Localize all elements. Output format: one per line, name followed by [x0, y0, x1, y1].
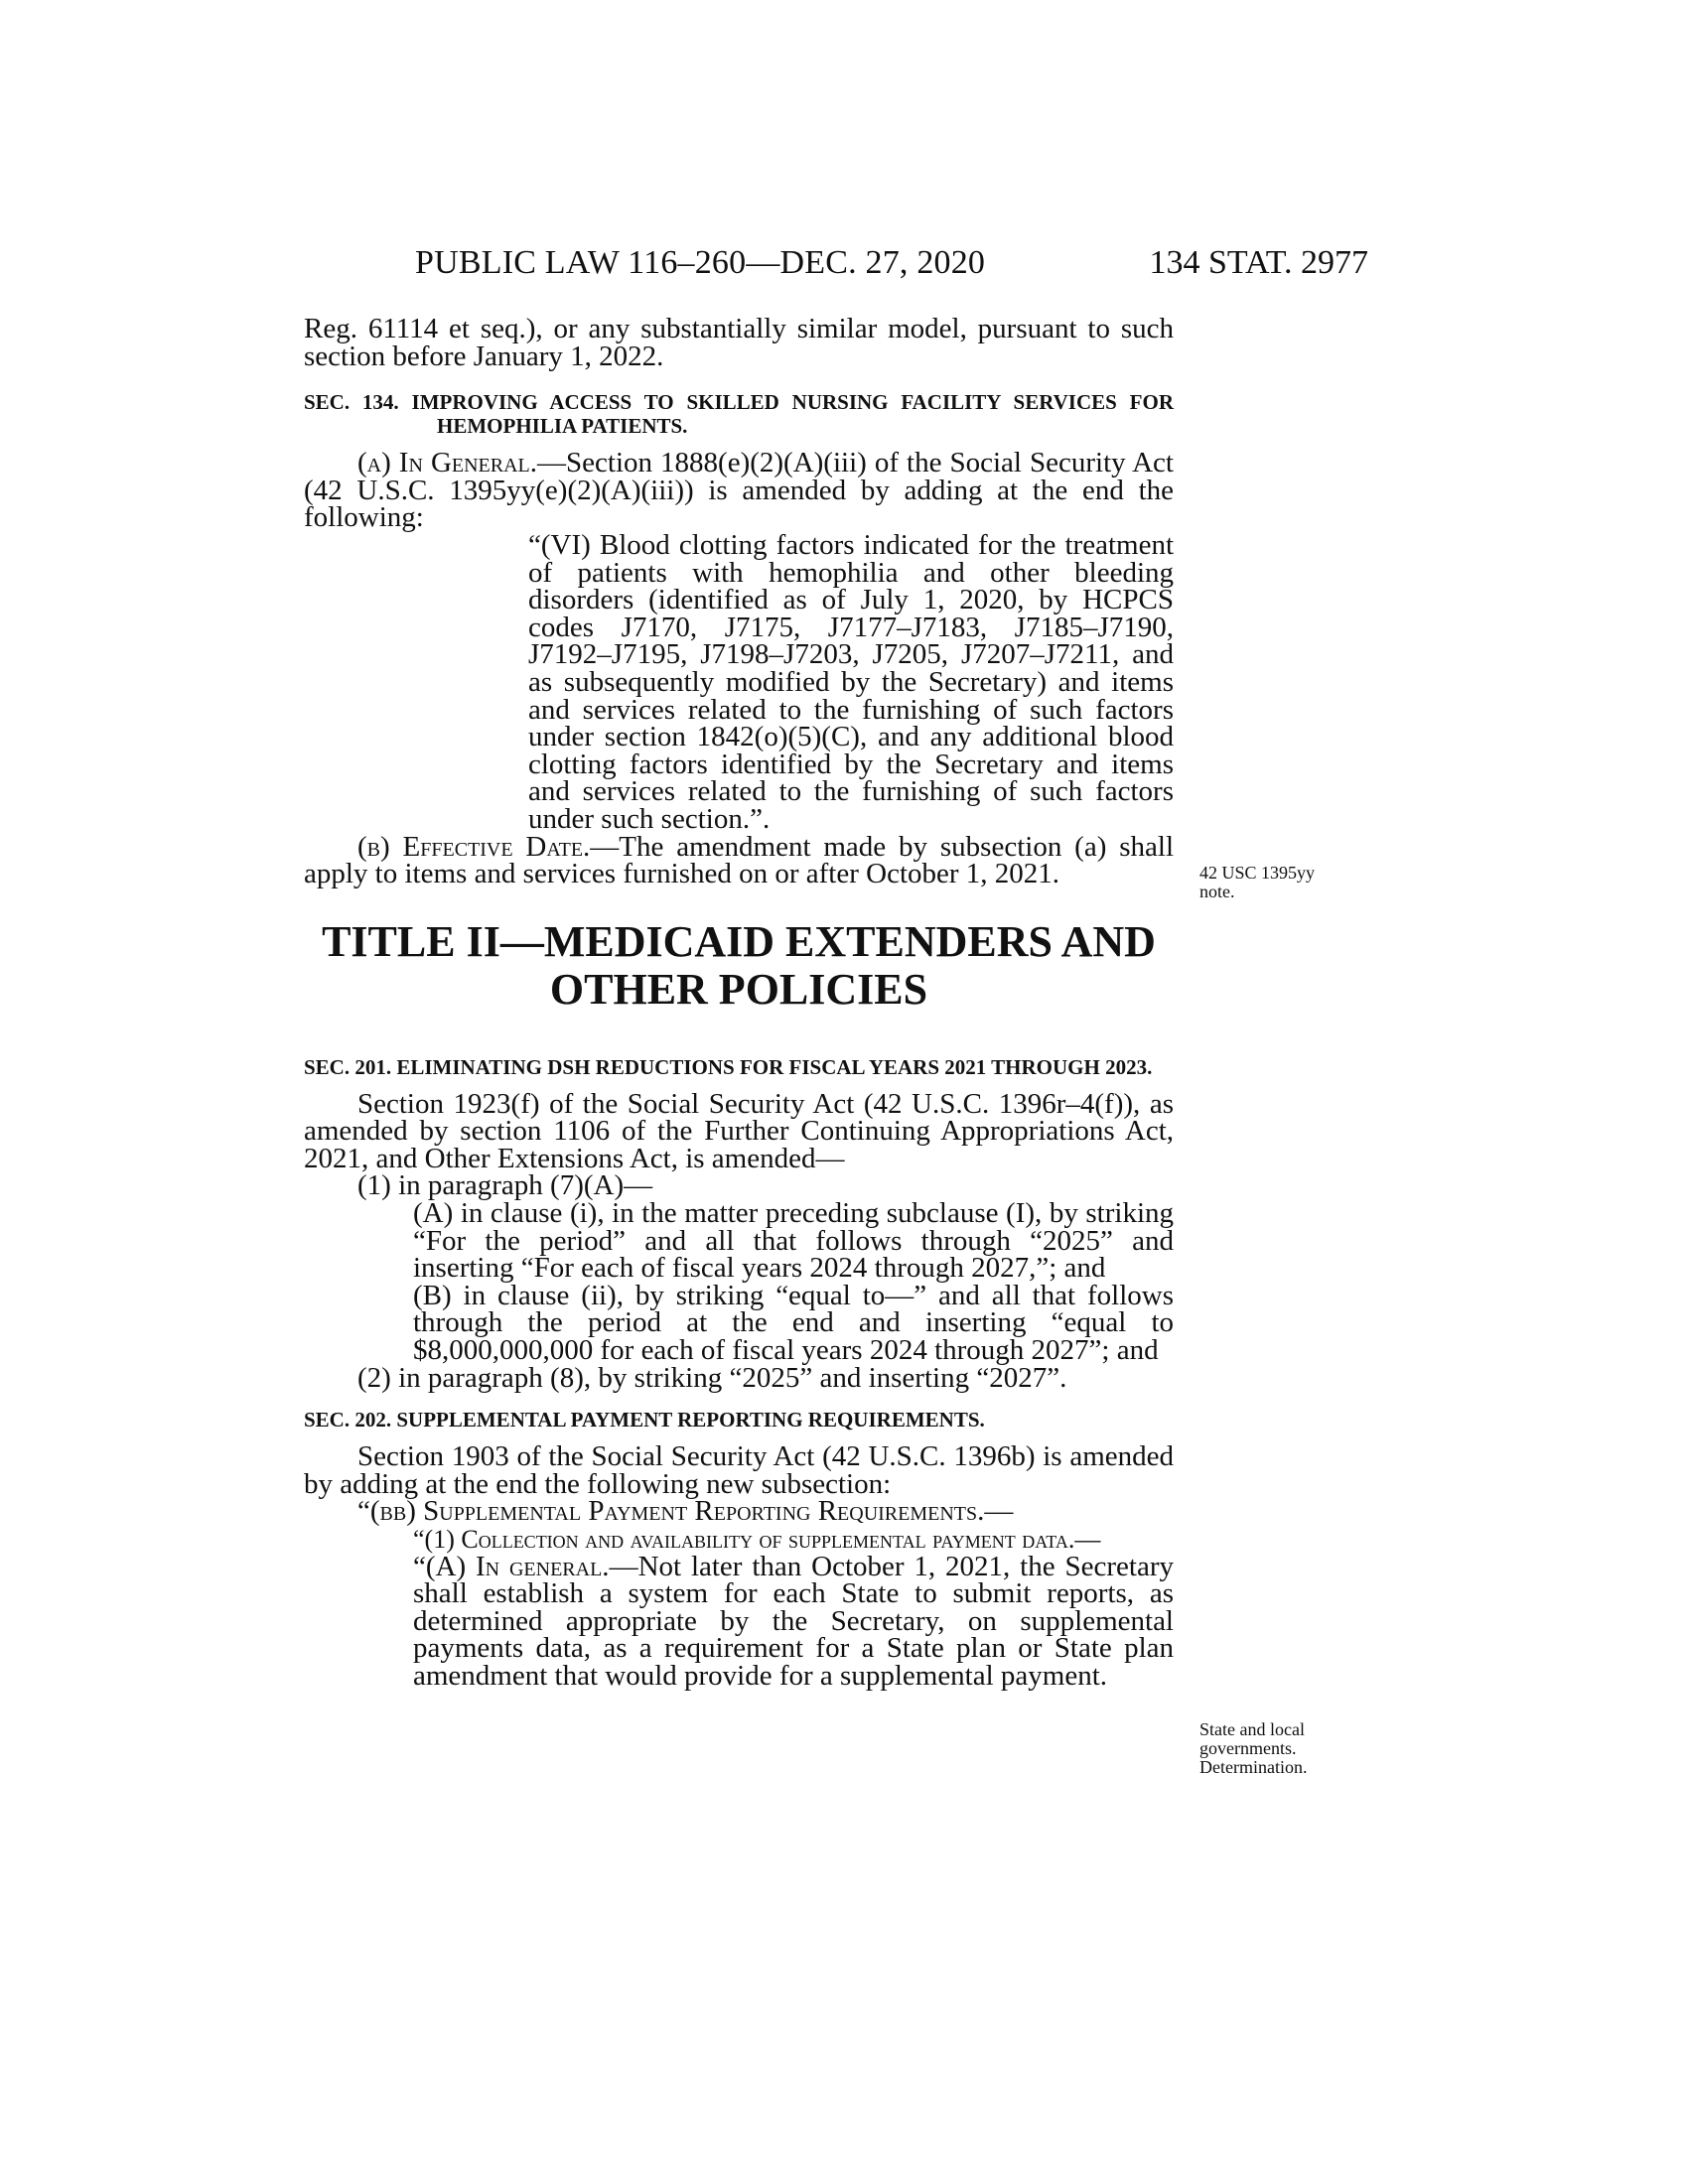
sec-202-a-text: —Not later than October 1, 2021, the Secretary shall establish a system for each State to submit reports, as determined appropriate by the Secretary, on supplemental payments data, as a requirement for a State plan or State plan amendment that would provide for a supplemental payment. — [413, 1550, 1174, 1692]
margin-note-2-line-1: State and local — [1199, 1719, 1305, 1739]
statute-text — [304, 313, 1174, 1692]
sec-202-intro: Section 1903 of the Social Security Act (42 U.S.C. 1396b) is amended by adding at the end the following new subsection: — [304, 1440, 1174, 1500]
title-ii-line-1: TITLE II—MEDICAID EXTENDERS AND — [322, 916, 1156, 966]
title-ii-line-2: OTHER POLICIES — [549, 964, 928, 1014]
margin-note-2-line-2: governments. — [1199, 1738, 1297, 1758]
sec-134-heading: SEC. 134. IMPROVING ACCESS TO SKILLED NURSING FACILITY SERVICES FOR HEMOPHILIA PATIENTS. — [304, 390, 1174, 439]
margin-note-2-line-3: Determination. — [1199, 1757, 1308, 1777]
sec-201-intro: Section 1923(f) of the Social Security Act (42 U.S.C. 1396r–4(f)), as amended by section 1106 of the Further Continuing Appropriations Act, 2021, and Other Extensions Act, is amended— — [304, 1087, 1174, 1174]
sec-134-subsection-a — [304, 447, 1174, 534]
sec-134-b-text: —The amendment made by subsection (a) shall apply to items and services furnished on or after October 1, 2021. — [304, 830, 1174, 890]
statute-page-number: 134 STAT. 2977 — [1149, 244, 1368, 281]
sec-202-a-label: “(A) In general. — [413, 1550, 610, 1582]
sec-202-paragraph-1: “(1) Collection and availability of supplemental payment data.— — [413, 1525, 1101, 1554]
sec-134-subsection-b — [304, 830, 1174, 890]
sec-201-heading: SEC. 201. ELIMINATING DSH REDUCTIONS FOR FISCAL YEARS 2021 THROUGH 2023. — [304, 1054, 1153, 1079]
margin-note-1-line-2: note. — [1199, 882, 1235, 901]
running-head-title: PUBLIC LAW 116–260—DEC. 27, 2020 — [415, 244, 986, 281]
sec-134-a-text: —Section 1888(e)(2)(A)(iii) of the Social Security Act (42 U.S.C. 1395yy(e)(2)(A)(iii)) is amended by adding at the end the following: — [304, 447, 1174, 534]
sec-201-subparagraph-a-text: (A) in clause (i), in the matter preceding subclause (I), by striking “For the period” and all that follows through “2025” and inserting “For each of fiscal years 2024 through 2027,”; and — [413, 1197, 1174, 1285]
sec-201-subparagraph-a — [304, 1197, 1174, 1285]
sec-134-quote-text: “(VI) Blood clotting factors indicated for the treatment of patients with hemophilia and other bleeding disorders (identified as of July 1, 2020, by HCPCS codes J7170, J7175, J7177–J7183, J7185–J7190, J7192–J7195, J7198–J7203, J7205, J7207–J7211, and as subsequently modified by the Secretary) and items and services related to the furnishing of such factors under section 1842(o)(5)(C), and any additional blood clotting factors identified by the Secretary and items and services related to the furnishing of such factors under such section.”. — [528, 528, 1174, 835]
margin-note-1-line-1: 42 USC 1395yy — [1199, 863, 1316, 883]
sec-134-quoted-subclause — [304, 528, 1174, 835]
sec-134-b-label: (b) Effective Date. — [357, 830, 591, 863]
margin-note-usc-citation — [1199, 864, 1368, 901]
sec-202-heading: SEC. 202. SUPPLEMENTAL PAYMENT REPORTING REQUIREMENTS. — [304, 1408, 985, 1433]
page-header — [304, 244, 1368, 288]
sec-201-subparagraph-b — [304, 1279, 1174, 1367]
sec-201-paragraph-1: (1) in paragraph (7)(A)— — [357, 1169, 653, 1202]
continuation-paragraph: Reg. 61114 et seq.), or any substantially similar model, pursuant to such section before January 1, 2022. — [304, 313, 1174, 372]
title-ii-heading — [304, 918, 1174, 1014]
sec-202-subsection-bb: “(bb) Supplemental Payment Reporting Requirements.— — [357, 1495, 1014, 1528]
sec-202-subparagraph-a — [304, 1550, 1174, 1692]
sec-134-a-label: (a) In General. — [357, 447, 538, 479]
sec-201-subparagraph-b-text: (B) in clause (ii), by striking “equal to—” and all that follows through the period at the end and inserting “equal to $8,000,000,000 for each of fiscal years 2024 through 2027”; and — [413, 1279, 1174, 1367]
margin-note-state-local — [1199, 1720, 1368, 1777]
sec-201-paragraph-2: (2) in paragraph (8), by striking “2025” and inserting “2027”. — [357, 1361, 1067, 1394]
